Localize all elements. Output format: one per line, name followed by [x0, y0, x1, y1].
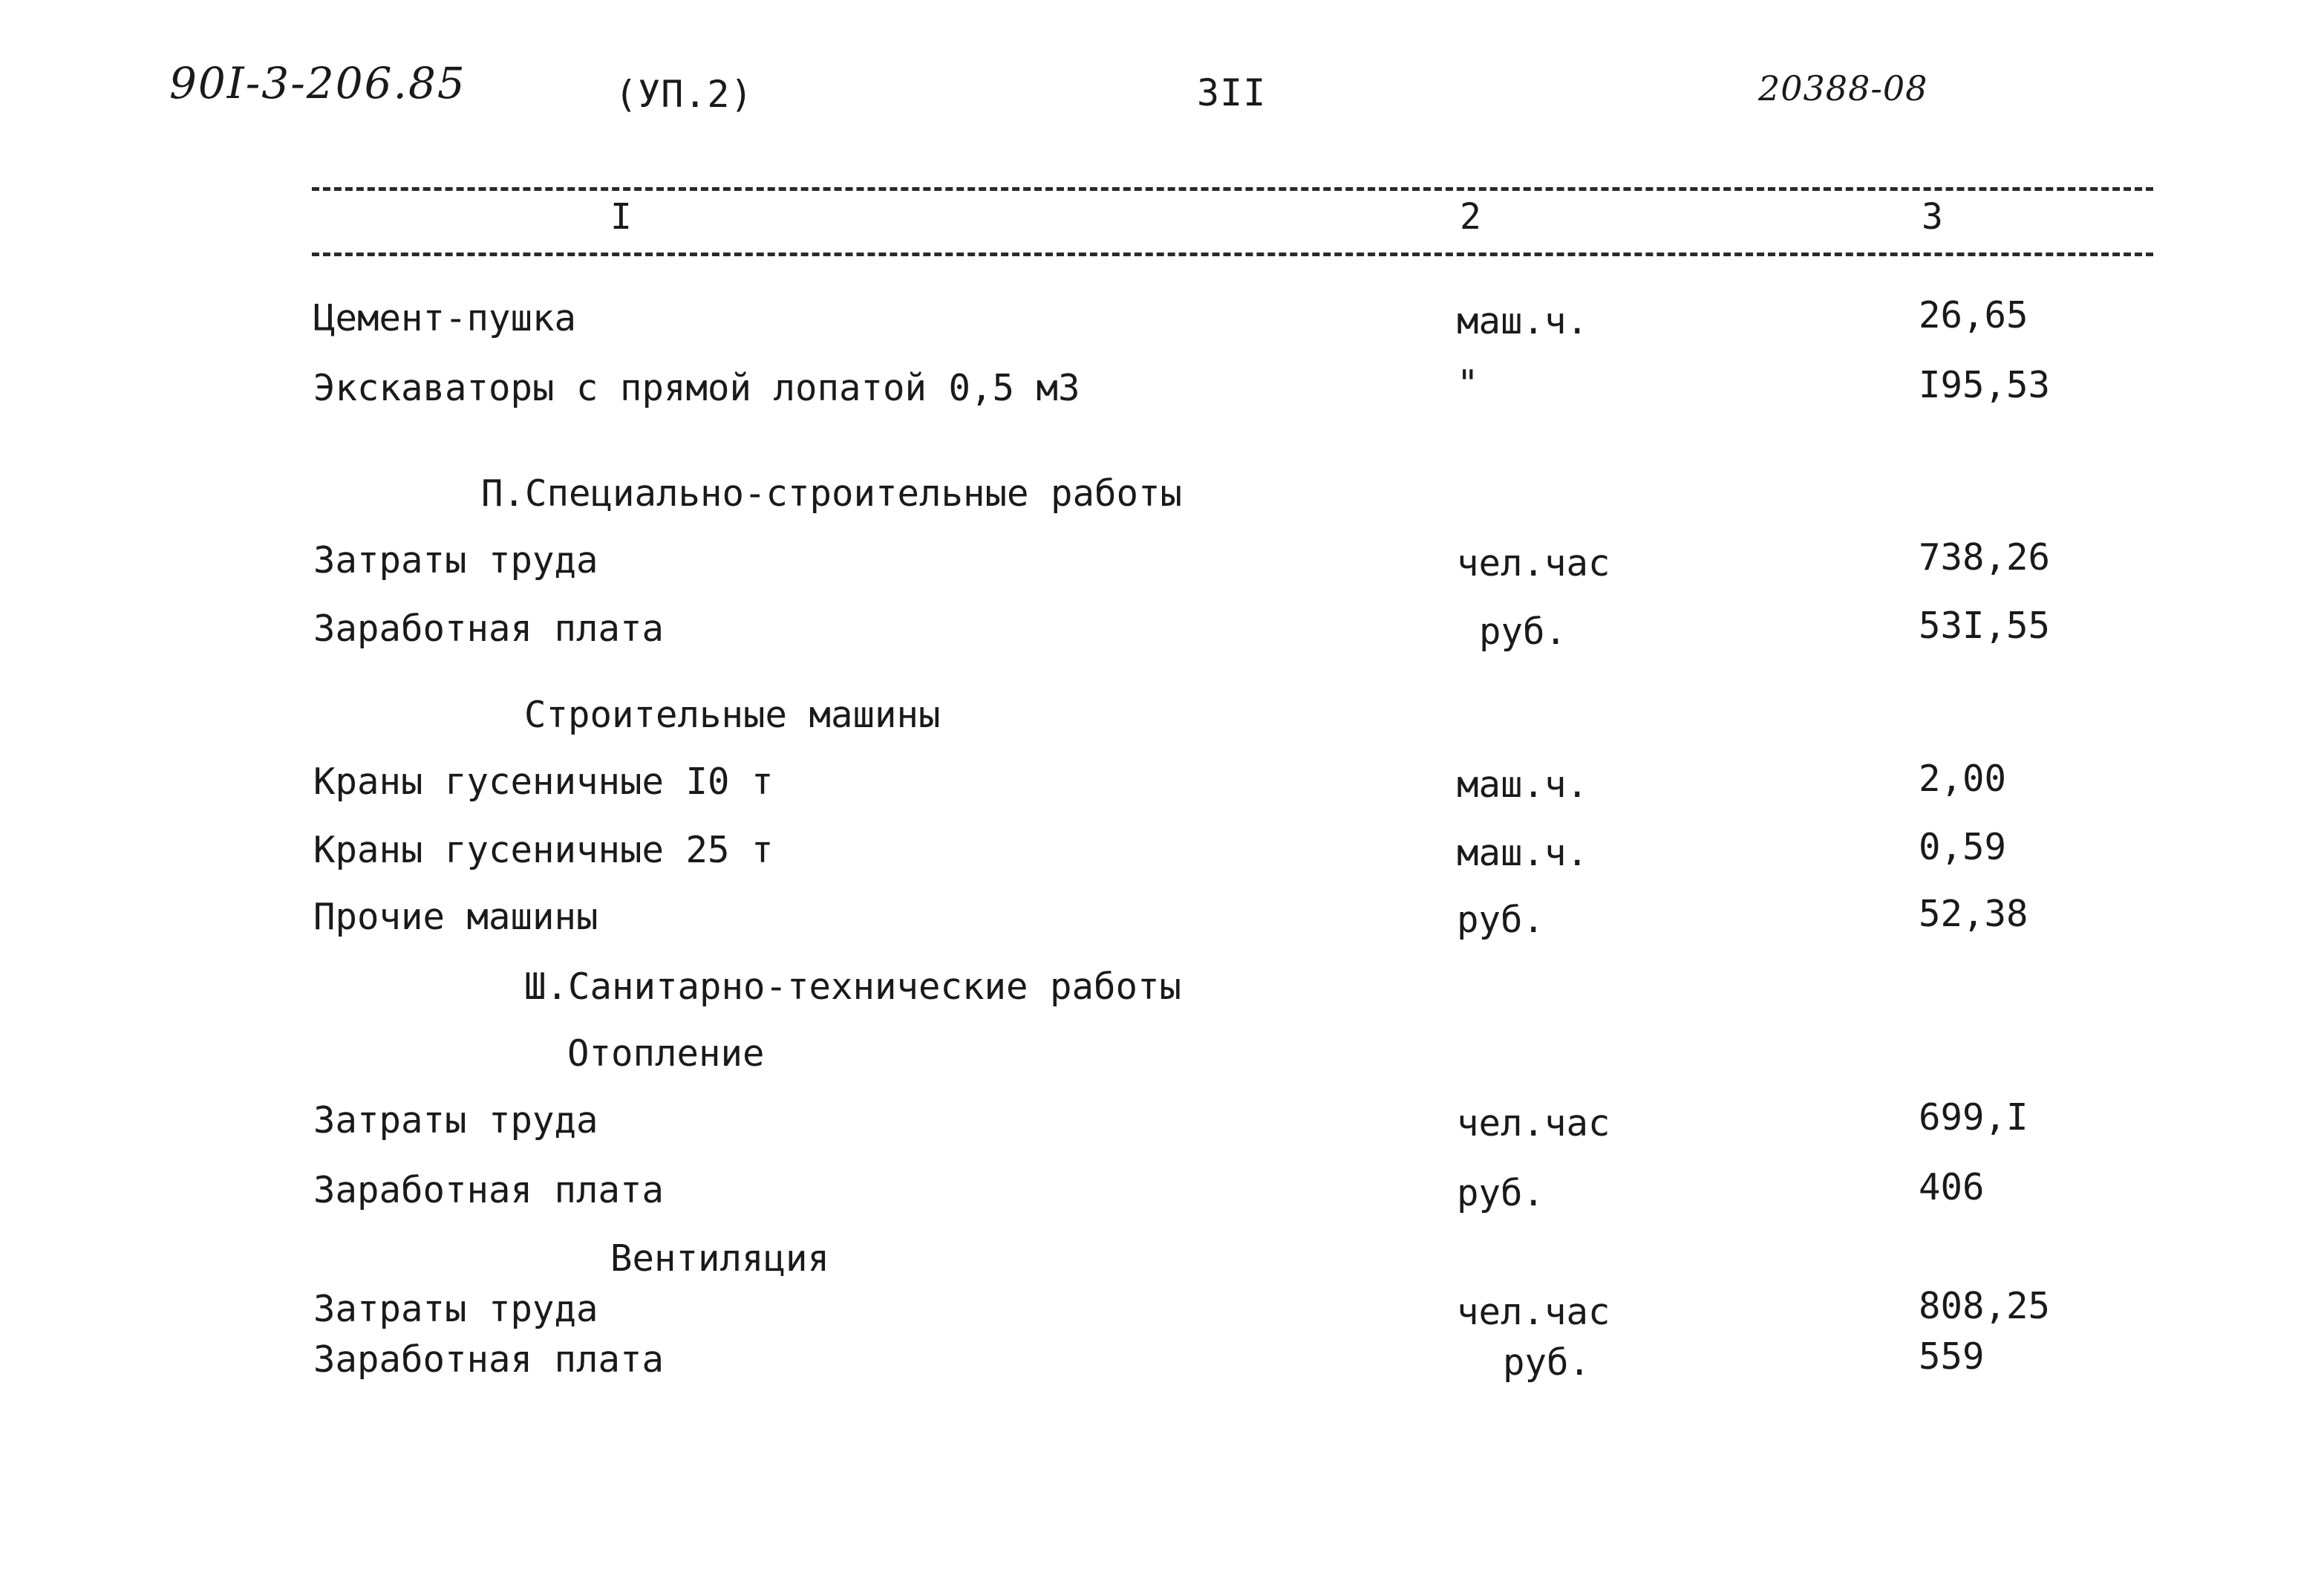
row-value: 406	[1919, 1166, 1985, 1208]
section-heading: П.Специально-строительные работы	[481, 472, 1183, 515]
section-heading: Ш.Санитарно-технические работы	[524, 966, 1182, 1008]
column-header-1: I	[610, 196, 632, 238]
table-top-rule	[312, 187, 2153, 191]
row-name: Затраты труда	[313, 539, 598, 582]
row-unit: маш.ч.	[1457, 300, 1589, 342]
row-value: 52,38	[1919, 893, 2028, 935]
column-header-3: 3	[1922, 196, 1943, 238]
row-unit: чел.час	[1457, 542, 1610, 585]
section-heading: Отопление	[567, 1032, 765, 1075]
page-number: 3II	[1197, 71, 1267, 114]
column-header-2: 2	[1460, 196, 1481, 238]
row-name: Краны гусеничные I0 т	[313, 761, 774, 803]
row-unit: "	[1457, 362, 1479, 405]
row-name: Заработная плата	[313, 1169, 665, 1211]
row-name: Затраты труда	[313, 1288, 598, 1330]
row-name: Заработная плата	[313, 608, 665, 650]
row-unit: руб.	[1503, 1341, 1591, 1384]
row-unit: чел.час	[1457, 1291, 1610, 1333]
row-name: Экскаваторы с прямой лопатой 0,5 м3	[313, 367, 1080, 409]
section-heading: Вентиляция	[610, 1237, 830, 1280]
row-unit: руб.	[1457, 899, 1545, 941]
row-name: Прочие машины	[313, 896, 598, 938]
row-value: 699,I	[1919, 1096, 2028, 1139]
row-unit: руб.	[1457, 1172, 1545, 1214]
table-header-rule	[312, 253, 2153, 256]
row-value: I95,53	[1919, 364, 2051, 406]
row-value: 559	[1919, 1335, 1985, 1378]
reference-number: 20388-08	[1758, 68, 1928, 108]
row-unit: руб.	[1479, 611, 1567, 653]
row-name: Затраты труда	[313, 1099, 598, 1142]
row-name: Краны гусеничные 25 т	[313, 829, 774, 871]
row-name: Заработная плата	[313, 1338, 665, 1381]
row-value: 0,59	[1919, 826, 2007, 868]
row-value: 53I,55	[1919, 605, 2051, 647]
row-unit: маш.ч.	[1457, 832, 1589, 874]
row-value: 738,26	[1919, 536, 2051, 579]
row-unit: чел.час	[1457, 1102, 1610, 1145]
section-heading: Строительные машины	[524, 694, 941, 736]
sheet-label: (УП.2)	[615, 73, 754, 116]
row-unit: маш.ч.	[1457, 764, 1589, 806]
row-value: 808,25	[1919, 1285, 2051, 1327]
row-value: 2,00	[1919, 758, 2007, 800]
row-name: Цемент-пушка	[313, 297, 577, 339]
document-code: 90I-3-206.85	[169, 58, 466, 108]
row-value: 26,65	[1919, 294, 2028, 336]
